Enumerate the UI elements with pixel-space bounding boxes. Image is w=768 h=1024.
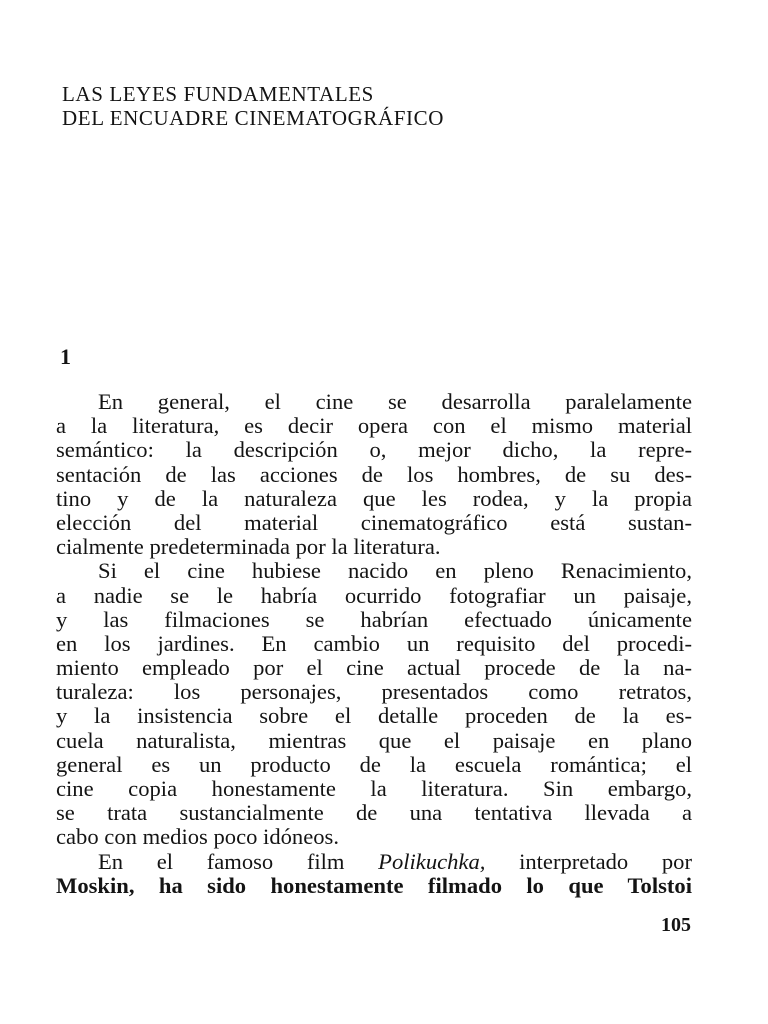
text-line: cialmente predeterminada por la literatura. (56, 535, 441, 560)
chapter-title (62, 82, 444, 130)
chapter-title-line-1: LAS LEYES FUNDAMENTALES (62, 82, 374, 106)
text-line: semántico: la descripción o, mejor dicho, la repre- (56, 438, 692, 463)
section-number: 1 (60, 344, 71, 369)
text-line: elección del material cinematográfico está sustan- (56, 510, 692, 535)
text-line: sentación de las acciones de los hombres, de su des- (56, 462, 692, 487)
body-text (56, 390, 692, 898)
text-line: cuela naturalista, mientras que el paisaje en plano (56, 728, 692, 753)
text-line-with-italic (56, 850, 692, 874)
text-line: Moskin, ha sido honestamente filmado lo que Tolstoi (56, 873, 692, 898)
film-title: Polikuchka, (378, 849, 486, 874)
text-line: y las filmaciones se habrían efectuado únicamente (56, 607, 692, 632)
text-line: cine copia honestamente la literatura. Sin embargo, (56, 777, 692, 801)
text-line: tino y de la naturaleza que les rodea, y la propia (56, 486, 692, 511)
text-line: a la literatura, es decir opera con el mismo material (56, 414, 692, 439)
text-line: y la insistencia sobre el detalle proceden de la es- (56, 704, 692, 729)
text-line: miento empleado por el cine actual procede de la na- (56, 656, 692, 681)
text-line: cabo con medios poco idóneos. (56, 825, 339, 850)
text-line: general es un producto de la escuela romántica; el (56, 752, 692, 777)
text-fragment: interpretado por (485, 849, 692, 874)
text-fragment: En el famoso film (98, 849, 379, 874)
text-line: turaleza: los personajes, presentados como retratos, (56, 680, 692, 705)
chapter-title-line-2: DEL ENCUADRE CINEMATOGRÁFICO (62, 106, 444, 130)
page-number: 105 (661, 914, 691, 936)
text-line: se trata sustancialmente de una tentativa llevada a (56, 801, 692, 826)
text-line: En general, el cine se desarrolla paralelamente (98, 390, 692, 414)
text-line: a nadie se le habría ocurrido fotografiar un paisaje, (56, 583, 692, 608)
text-line: Si el cine hubiese nacido en pleno Renacimiento, (98, 559, 692, 584)
text-line: en los jardines. En cambio un requisito del procedi- (56, 631, 692, 656)
